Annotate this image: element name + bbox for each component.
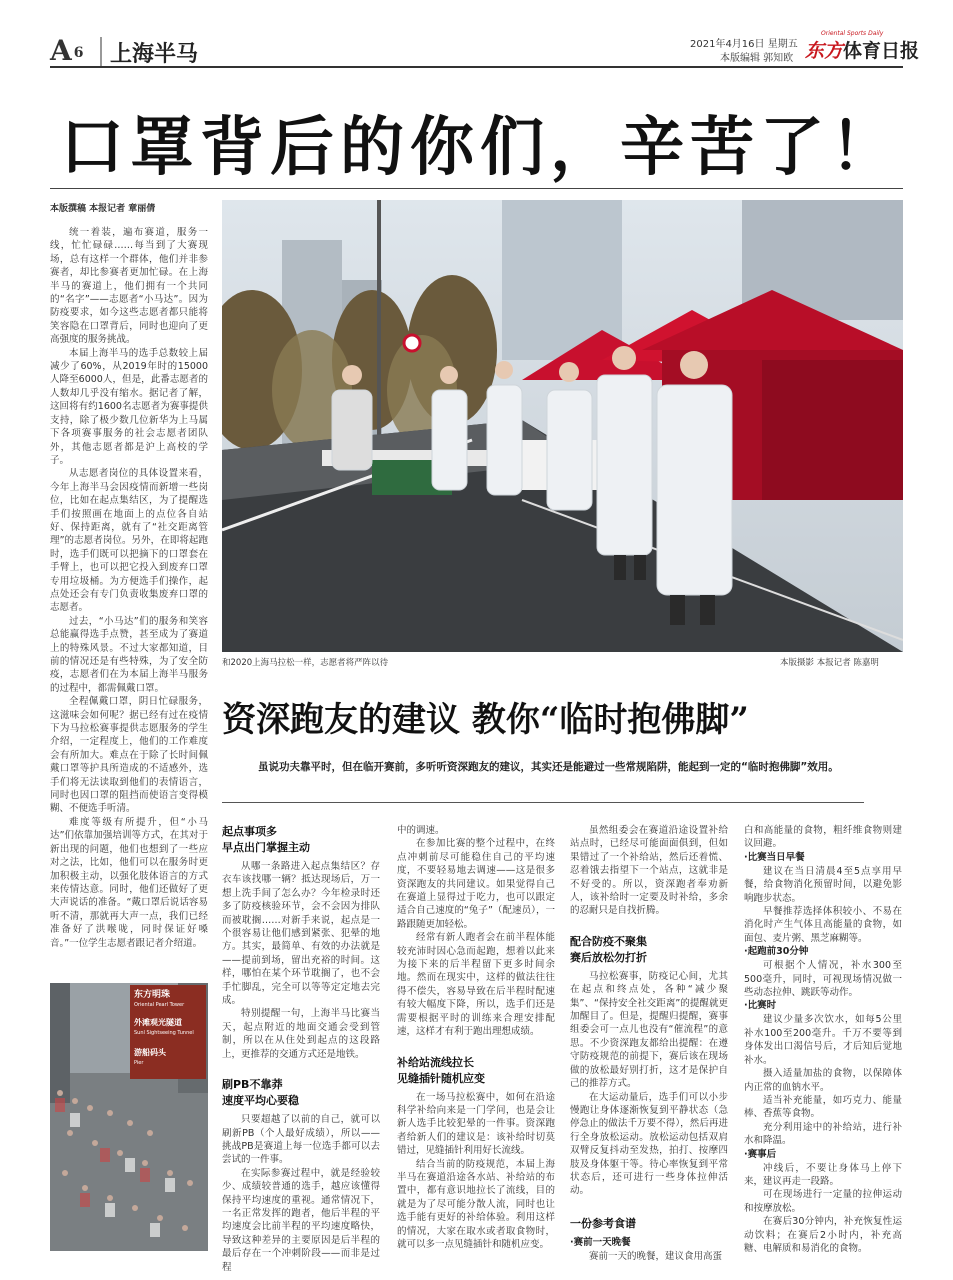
article-paragraph: 早餐推荐选择体积较小、不易在消化时产生气体且高能量的食物，如面包、麦片粥、黑芝麻糊等。: [744, 906, 902, 944]
section-heading: 刷PB不靠莽: [222, 1078, 283, 1092]
section-heading: 配合防疫不聚集: [570, 934, 647, 948]
menu-bullet: ·比赛当日早餐: [744, 851, 805, 863]
lead-paragraph: 虽说功夫靠平时，但在临开赛前，多听听资深跑友的建议，其实还是能避过一些常规陷阱，能起到一定的“临时抱佛脚”效用。: [258, 761, 839, 773]
header-rule: [50, 66, 903, 68]
article-paragraph: 统一着装，遍布赛道，服务一线，忙忙碌碌……每当到了大赛现场，总有这样一个群体，他们并非参赛者，却比参赛者更加忙碌。在上海半马的赛道上，他们拥有一个共同的“名字”——志愿者“小马达”。因为防疫要求，如今这些志愿者都只能将笑容隐在口罩背后，同时也迎向了更高强度的服务挑战。: [50, 227, 208, 346]
column-2: [397, 824, 555, 1251]
article-paragraph: 白和高能量的食物，粗纤维食物则建议回避。: [744, 825, 902, 850]
article-paragraph: 适当补充能量，如巧克力、能量棒、香蕉等食物。: [744, 1094, 902, 1120]
photo-credit: 本版摄影 本报记者 陈嘉明: [780, 658, 879, 668]
article-paragraph: 建议少量多次饮水，如每5公里补水100至200毫升。千万不要等到身体发出口渴信号后，才后知后觉地补水。: [744, 1014, 902, 1066]
section-heading: 补给站流线拉长: [397, 1055, 474, 1069]
article-paragraph: 只要超越了以前的自己，就可以刷新PB（个人最好成绩），所以——挑战PB是赛道上每一位选手都可以去尝试的一件事。: [222, 1114, 380, 1166]
issue-date: 2021年4月16日 星期五: [690, 39, 798, 50]
article-paragraph: 建议在当日清晨4至5点享用早餐，给食物消化预留时间，以避免影响跑步状态。: [744, 865, 902, 904]
volunteers-illustration: [222, 200, 903, 652]
menu-bullet: ·起跑前30分钟: [744, 946, 809, 958]
section-heading: 速度平均心要稳: [222, 1094, 299, 1108]
sign-text: Sunl Sightseeing Tunnel: [134, 1030, 194, 1036]
newspaper-logo: [805, 30, 920, 63]
sign-text: Pier: [134, 1060, 144, 1066]
article-paragraph: 在参加比赛的整个过程中，在终点冲刺前尽可能稳住自己的平均速度，不要轻易地去调速——这是很多资深跑友的共同建议。如果觉得自己在赛道上显得过于吃力，也可以跟定适合自己速度的“兔子”（配速员），一路跟随更加轻松。: [397, 838, 555, 930]
article-paragraph: 可在现场进行一定量的拉伸运动和按摩放松。: [744, 1189, 902, 1214]
article-paragraph: 特别提醒一句，上海半马比赛当天，起点附近的地面交通会受到管制，所以在从住处到起点的这段路上，更推荐的交通方式还是地铁。: [222, 1008, 380, 1060]
article-paragraph: 冲线后，不要让身体马上停下来，建议再走一段路。: [744, 1162, 902, 1187]
article-paragraph: 充分利用途中的补给站，进行补水和降温。: [744, 1121, 902, 1147]
article-paragraph: 马拉松赛事，防疫记心间，尤其在起点和终点处，各种“减少聚集”、“保持安全社交距离”的提醒就更加醒目了。但是，提醒归提醒，赛事组委会可一点儿也没有“催流程”的意思。不少资深跑友都给出提醒：在遵守防疫规范的前提下，赛后该在现场做的放松最好别打折，这才是保护自己的推荐方式。: [570, 970, 728, 1090]
column-3: [570, 824, 728, 1263]
marathon-crowd-photo: [50, 983, 208, 1251]
section-heading: 一份参考食谱: [570, 1216, 636, 1230]
volunteers-photo: [222, 200, 903, 652]
sign-text: 外滩观光隧道: [134, 1018, 182, 1027]
article-paragraph: 全程佩戴口罩，阴日忙碌服务，这滋味会如何呢？据已经有过在疫情下为马拉松赛事提供志愿服务的学生介绍，一定程度上，他们的工作难度会有所加大。难点在于除了长时间佩戴口罩等护具所造成的不适感外，选手们将无法读取到他们的表情语言，同时也因口罩的阻挡而使语言变得模糊、不便选手听清。: [50, 696, 208, 815]
article-paragraph: 本届上海半马的选手总数较上届减少了60%，从2019年时的15000人降至6000人，但是，此番志愿者的人数却几乎没有缩水。据记者了解，这回将有约1600名志愿者为赛事提供支持，除了极少数几位新华为上马属下各项赛事服务的社会志愿者团队外，其他志愿者都是沪上高校的学子。: [50, 347, 208, 466]
section-heading: 见缝插针随机应变: [397, 1071, 485, 1085]
article-paragraph: 经常有新人跑者会在前半程体能较充沛时因心急而起跑，想着以此来为接下来的后半程留下更多时间余地。然而在现实中，这样的做法往往得不偿失，容易导致在后半程时配速有较大幅度下降，所以，选手们还是需要根据平时的训练来合理安排配速，这样才有利于跑出理想成绩。: [397, 932, 555, 1038]
menu-bullet: ·比赛时: [744, 1000, 777, 1012]
article-paragraph: 从志愿者岗位的具体设置来看，今年上海半马会因疫情而新增一些岗位，比如在起点集结区，为了提醒选手们按照画在地面上的点位各自站好、保持距离，就有了“社交距离管理”的志愿者岗位。另外，在即将起跑时，选手们既可以把摘下的口罩套在手臂上，也可以把它投入到废弃口罩专用垃圾桶。为方便选手们操作，起点处还会有专门负责收集废弃口罩的志愿者。: [50, 468, 208, 614]
section-title: 上海半马: [100, 37, 198, 68]
sign-text: 游船码头: [134, 1048, 166, 1057]
headline-rule: [50, 188, 903, 189]
page-editor: 本版编辑 郭知欧: [720, 53, 794, 64]
menu-bullet: ·赛前一天晚餐: [570, 1236, 631, 1248]
logo-red-part: 东方: [805, 40, 844, 62]
column-1: [222, 824, 380, 1274]
sign-text: Oriental Pearl Tower: [134, 1002, 185, 1008]
byline: 本版撰稿 本报记者 章丽倩: [50, 204, 156, 214]
lead-rule: [222, 802, 864, 803]
menu-bullet: ·赛事后: [744, 1148, 777, 1160]
column-4: [744, 824, 902, 1255]
article-paragraph: 从哪一条路进入起点集结区？存衣车该找哪一辆？抵达现场后，万一想上洗手间了怎么办？今年检录时还多了防疫核验环节，会不会因为排队而被耽搁……对新手来说，起点是一个很容易让他们感到紧张、犯晕的地方。其实，最简单、有效的办法就是——提前到场，留出充裕的时间。这样，哪怕在某个环节耽搁了，也不会手忙脚乱，完全可以等等定定地去完成。: [222, 861, 380, 1007]
article-paragraph: 赛前一天的晚餐，建议食用高蛋: [589, 1250, 723, 1262]
article-paragraph: 在一场马拉松赛中，如何在沿途科学补给向来是一门学问，也是会让新人选手比较犯晕的一件事。资深跑者给新人们的建议是：该补给时切莫错过，见缝插针利用好长流线。: [397, 1091, 555, 1157]
section-heading: 起点事项多: [222, 825, 277, 838]
article-paragraph: 虽然组委会在赛道沿途设置补给站点时，已经尽可能面面俱到，但如果错过了一个补给站，然后还着慌、忍着饿去指望下一个站点，这就非是不好受的。所以，资深跑者奉劝新人，该补给时一定要及时补给，多余的忍耐只是自找折腾。: [570, 825, 728, 917]
issue-info: [690, 38, 798, 66]
crowd-illustration: [50, 983, 208, 1251]
left-article-body: [50, 226, 208, 950]
article-paragraph: 可根据个人情况，补水300至500毫升，同时，可视现场情况做一些动态拉伸、跳跃等动作。: [744, 960, 902, 999]
section-heading: 赛后放松勿打折: [570, 950, 647, 964]
article-paragraph: 中的调速。: [397, 825, 445, 836]
section-heading: 早点出门掌握主动: [222, 841, 310, 854]
sign-text: 东方明珠: [134, 990, 171, 1000]
article-paragraph: 在赛后30分钟内，补充恢复性运动饮料；在赛后2小时内，补充高糖、电解质和易消化的食物。: [744, 1216, 902, 1254]
main-headline: 口罩背后的你们，辛苦了！: [60, 110, 900, 185]
page-number: A 6: [50, 34, 84, 67]
sub-headline: 资深跑友的建议 教你“临时抱佛脚”: [222, 700, 749, 740]
article-paragraph: 过去，“小马达”们的服务和笑容总能赢得选手点赞，甚至成为了赛道上的特殊风景。不过大家都知道，目前的情况还是有些特殊，为了安全防疫，志愿者们在为本届上海半马服务的过程中，都需佩戴口罩。: [50, 615, 208, 694]
logo-black-part: 体育日报: [843, 40, 920, 62]
article-paragraph: 摄入适量加盐的食物，以保障体内正常的血钠水平。: [744, 1068, 902, 1093]
logo-english: Oriental Sports Daily: [821, 30, 884, 37]
article-paragraph: 在大运动量后，选手们可以小步慢跑让身体逐渐恢复到平静状态（急停急止的做法千万要不得），然后再进行全身放松运动。放松运动包括双肩双臂反复抖动至发热，拍打、按摩四肢及身体躯干等。待心率恢复到平常状态后，还可进行一些身体拉伸活动。: [570, 1091, 728, 1197]
article-paragraph: 结合当前的防疫规范，本届上海半马在赛道沿途各水站、补给站的布置中，都有意识地拉长了流线，目的就是为了尽可能分散人流，同时也让选手能有更好的补给体验。利用这样的情况，大家在取水或者取食物时，就可以多一点见缝插针和随机应变。: [397, 1158, 555, 1250]
article-paragraph: 难度等级有所提升，但“小马达”们依靠加强培训等方式，在其对于新出现的问题，他们也想到了一些应对之法，比如，他们可以在服务时更加积极主动，以强化肢体语言的方式来传情达意。同时，他们还做好了更大声说话的准备。“戴口罩后说话容易听不清，那就再大声一点，我们已经准备好了洪喉咙，同时保证好嗓音。”一位学生志愿者跟记者介绍道。: [50, 816, 208, 949]
article-paragraph: 在实际参赛过程中，就是经验较少、成绩较普通的选手，越应该懂得保持平均速度的重视。通常情况下，一名正常发挥的跑者，他后半程的平均速度会比前半程的平均速度略快，导致这种差异的主要原因是后半程的最后存在一个冲刺阶段——而非是过程: [222, 1167, 380, 1273]
photo-caption: 和2020上海马拉松一样，志愿者将严阵以待: [222, 658, 389, 668]
